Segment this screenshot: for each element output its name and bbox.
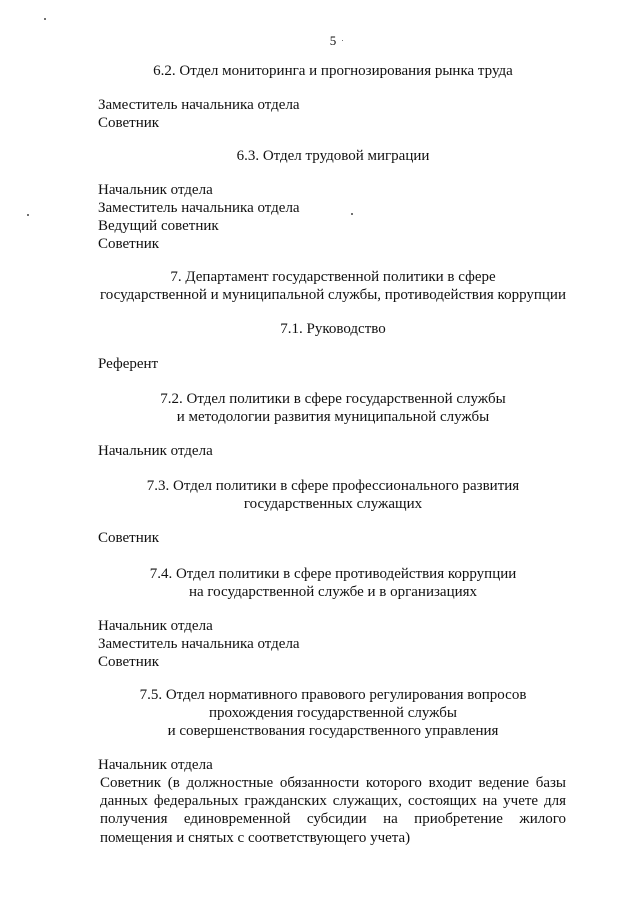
scan-speck — [351, 213, 353, 215]
section-7-2-title-line2: и методологии развития муниципальной службы — [176, 409, 490, 425]
page-number: 5 — [329, 33, 337, 48]
section-7-5-title-line1: 7.5. Отдел нормативного правового регулирования вопросов — [139, 687, 527, 703]
section-7-3-title-line2: государственных служащих — [243, 496, 423, 512]
position-item: Заместитель начальника отдела — [98, 97, 300, 113]
section-7-5-title-line2: прохождения государственной службы — [208, 705, 458, 721]
section-6-3-title: 6.3. Отдел трудовой миграции — [236, 148, 430, 164]
position-item: Заместитель начальника отдела — [98, 636, 300, 652]
position-item: Советник — [98, 654, 160, 670]
scan-speck — [44, 18, 46, 20]
position-item: Начальник отдела — [98, 443, 213, 459]
position-item: Советник — [98, 115, 160, 131]
position-item: Советник — [98, 530, 160, 546]
position-item: Начальник отдела — [98, 757, 213, 773]
position-item: Заместитель начальника отдела — [98, 200, 300, 216]
scan-speck — [342, 40, 343, 41]
position-item: Начальник отдела — [98, 182, 213, 198]
position-item: Ведущий советник — [98, 218, 219, 234]
position-item: Советник — [98, 236, 160, 252]
position-note-paragraph: Советник (в должностные обязанности которого входит ведение базы данных федеральных гражданских служащих, состоящих на учете для получения единовременной субсидии на приобретение жилого помещения и снятых с соответствующего учета) — [100, 775, 566, 846]
section-7-1-title: 7.1. Руководство — [280, 321, 386, 337]
section-7-title-line1: 7. Департамент государственной политики в сфере — [170, 269, 496, 285]
section-7-5-title-line3: и совершенствования государственного управления — [167, 723, 499, 739]
section-7-3-title-line1: 7.3. Отдел политики в сфере профессионального развития — [146, 478, 520, 494]
section-6-2-title: 6.2. Отдел мониторинга и прогнозирования рынка труда — [153, 63, 513, 79]
position-item: Начальник отдела — [98, 618, 213, 634]
scan-speck — [27, 214, 29, 216]
section-7-2-title-line1: 7.2. Отдел политики в сфере государственной службы — [160, 391, 506, 407]
section-7-title-line2: государственной и муниципальной службы, противодействия коррупции — [100, 287, 566, 303]
section-7-4-title-line1: 7.4. Отдел политики в сфере противодействия коррупции — [149, 566, 517, 582]
position-item: Референт — [98, 356, 159, 372]
section-7-4-title-line2: на государственной службе и в организациях — [188, 584, 478, 600]
